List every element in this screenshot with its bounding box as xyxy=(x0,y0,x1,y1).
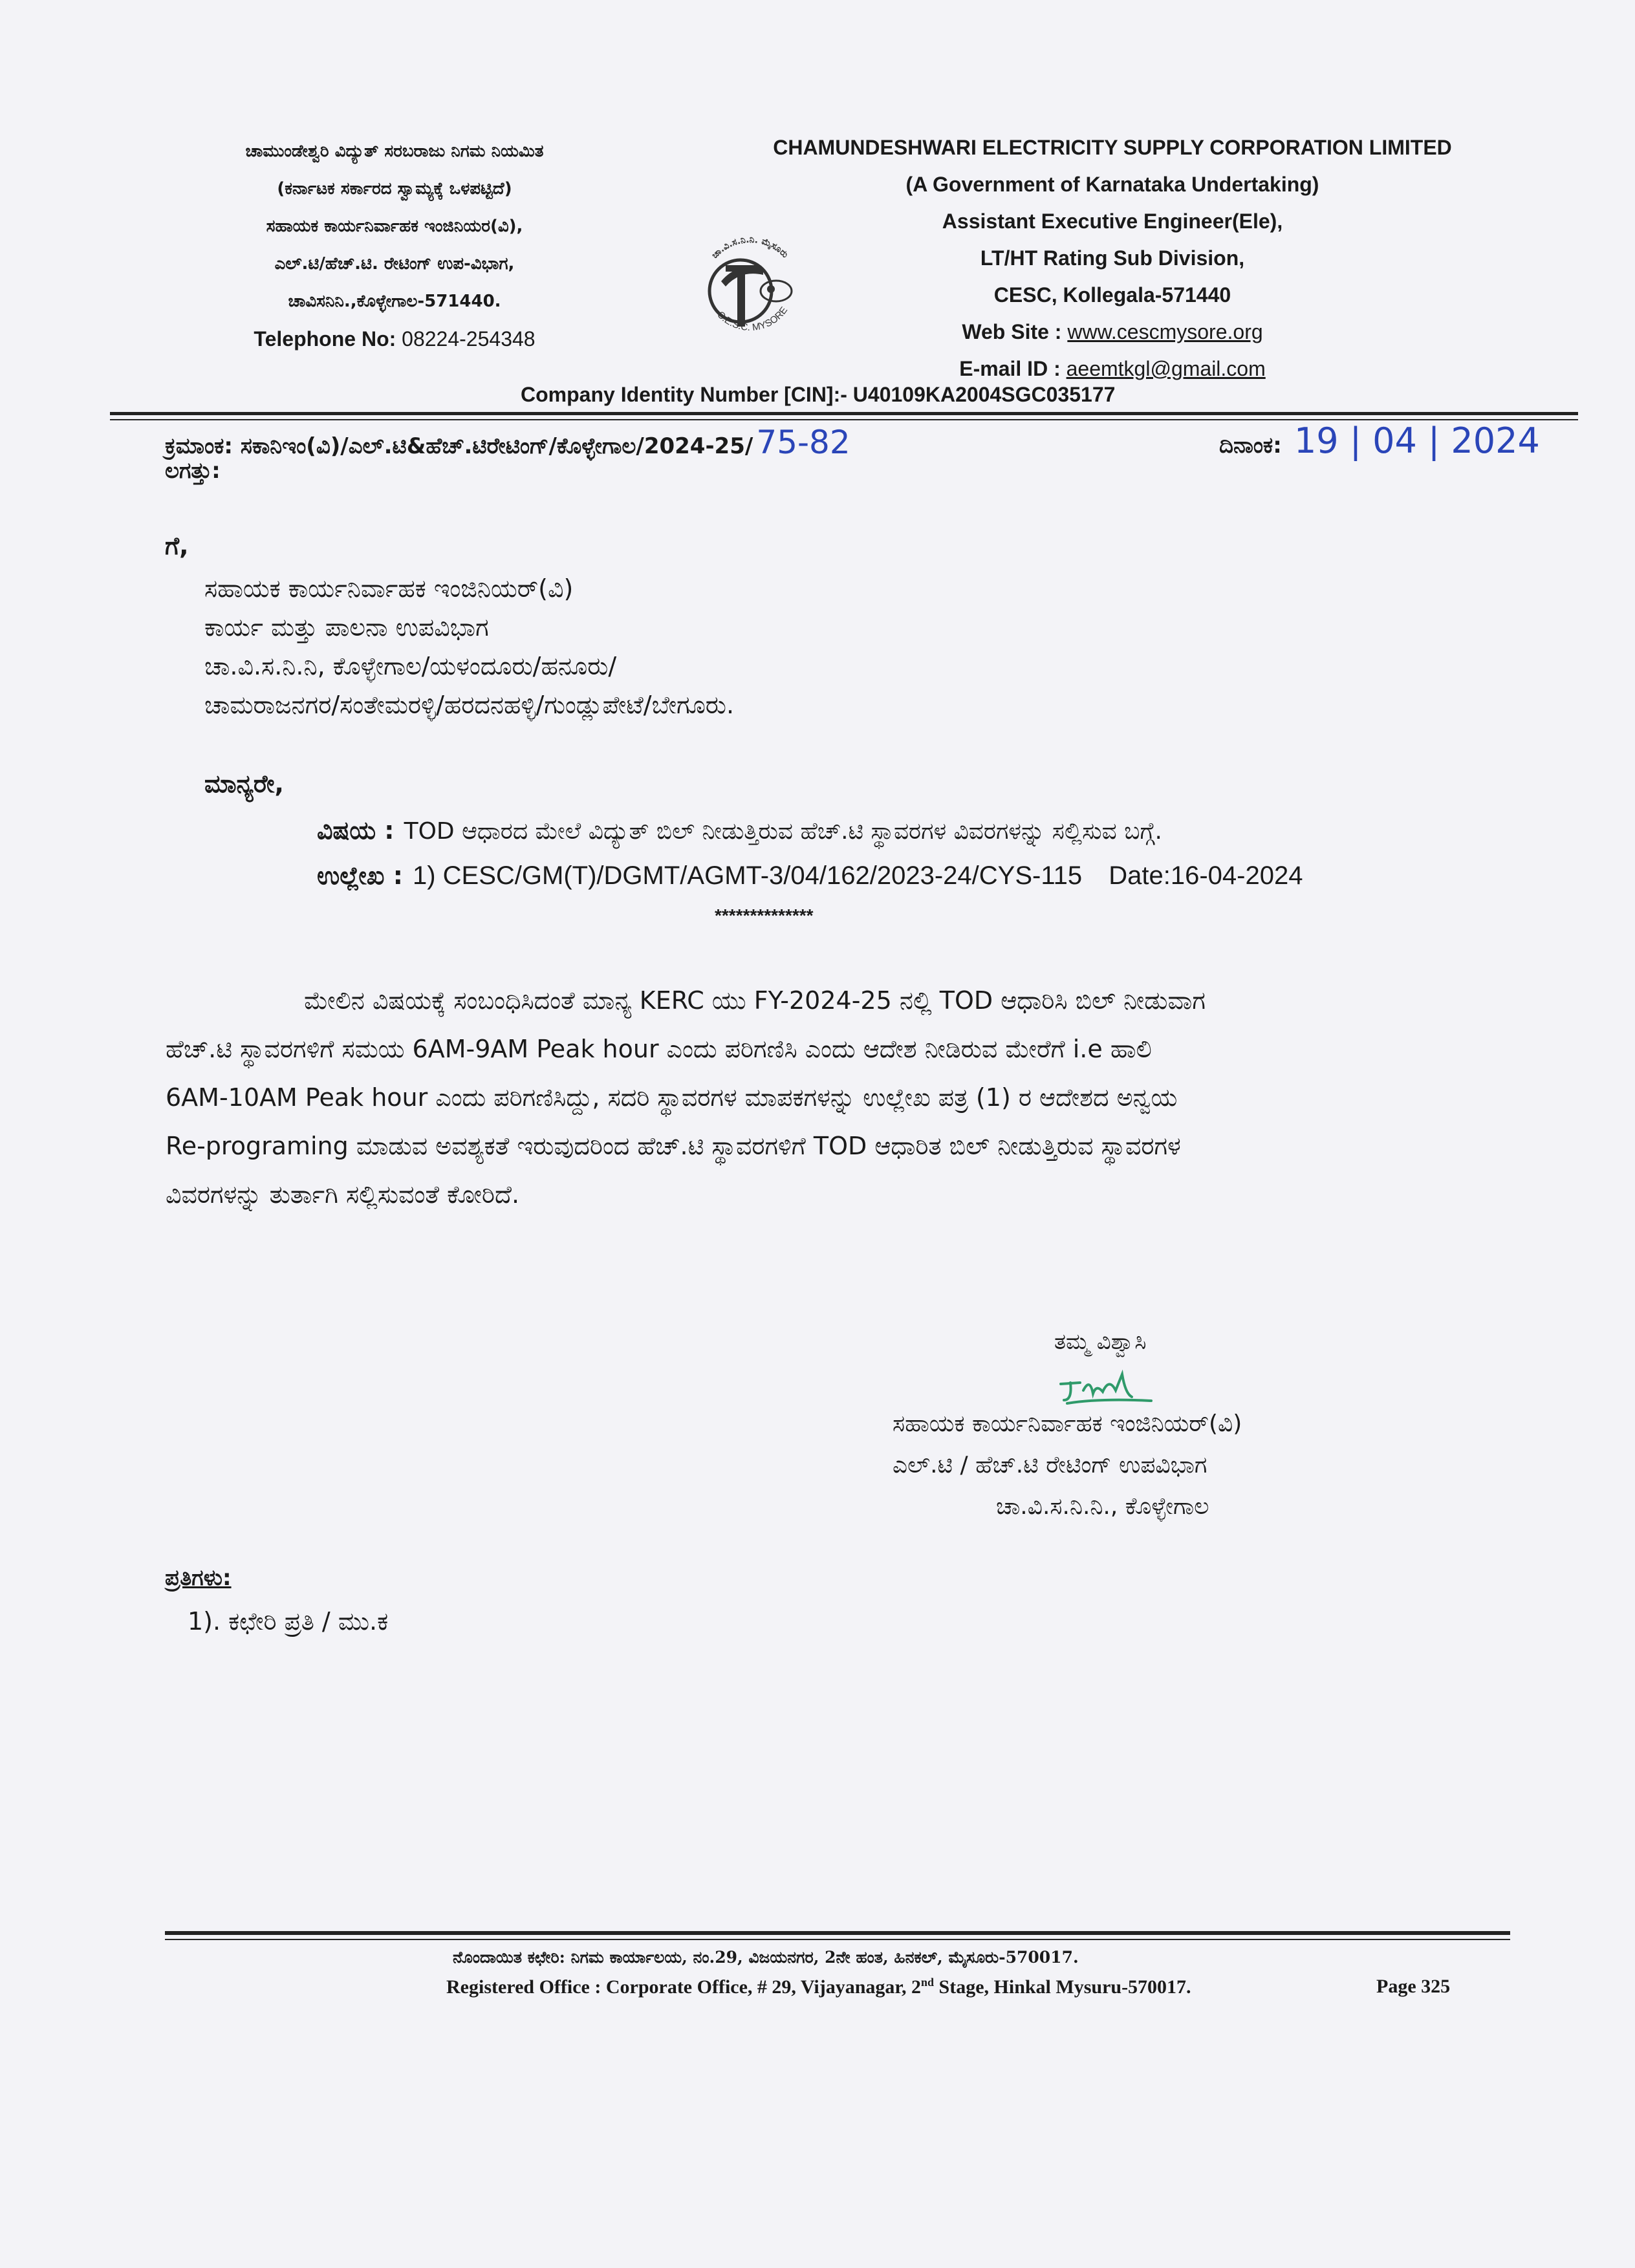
header-kn-line: ಚಾವಿಸನಿನಿ.,ಕೊಳ್ಳೇಗಾಲ-571440. xyxy=(288,292,501,311)
header-kn-line: (ಕರ್ನಾಟಕ ಸರ್ಕಾರದ ಸ್ವಾಮ್ಯಕ್ಕೆ ಒಳಪಟ್ಟಿದೆ) xyxy=(277,179,512,199)
reference-number xyxy=(165,424,850,461)
copies-label: ಪ್ರತಿಗಳು: xyxy=(165,1565,232,1591)
body-line: 6AM-10AM Peak hour ಎಂದು ಪರಿಗಣಿಸಿದ್ದು, ಸದರಿ ಸ್ಥಾವರಗಳ ಮಾಪಕಗಳನ್ನು ಉಲ್ಲೇಖ ಪತ್ರ (1) ರ ಆದೇಶದ ಅನ್ವಯ xyxy=(166,1083,1178,1112)
header-en-line: CESC, Kollegala-571440 xyxy=(993,283,1231,307)
salutation: ಮಾನ್ಯರೇ, xyxy=(204,770,284,798)
footer-en-suffix: Stage, Hinkal Mysuru-570017. xyxy=(934,1976,1191,1998)
header-right xyxy=(750,129,1475,387)
subject-label: ವಿಷಯ : xyxy=(317,816,395,845)
email-label: E-mail ID : xyxy=(959,357,1061,380)
addressee-line: ಚಾಮರಾಜನಗರ/ಸಂತೇಮರಳ್ಳಿ/ಹರದನಹಳ್ಳಿ/ಗುಂಡ್ಲುಪೇಟೆ/ಬೇಗೂರು. xyxy=(204,691,735,719)
header-en-line: CHAMUNDESHWARI ELECTRICITY SUPPLY CORPORATION LIMITED xyxy=(773,136,1452,159)
footer-en-prefix: Registered Office : Corporate Office, # 29, Vijayanagar, 2 xyxy=(446,1976,921,1998)
separator-stars: ************** xyxy=(715,905,814,925)
website-label: Web Site : xyxy=(962,320,1062,343)
footer-en-sup: nd xyxy=(921,1976,935,1989)
addressee-line: ಚಾ.ವಿ.ಸ.ನಿ.ನಿ, ಕೊಳ್ಳೇಗಾಲ/ಯಳಂದೂರು/ಹನೂರು/ xyxy=(204,652,617,680)
addressee-line: ಕಾರ್ಯ ಮತ್ತು ಪಾಲನಾ ಉಪವಿಭಾಗ xyxy=(204,613,489,642)
signature-line: ಸಹಾಯಕ ಕಾರ್ಯನಿರ್ವಾಹಕ ಇಂಜಿನಿಯರ್(ವಿ) xyxy=(893,1410,1242,1437)
subject-text: TOD ಆಧಾರದ ಮೇಲೆ ವಿದ್ಯುತ್ ಬಿಲ್ ನೀಡುತ್ತಿರುವ ಹೆಚ್.ಟಿ ಸ್ಥಾವರಗಳ ವಿವರಗಳನ್ನು ಸಲ್ಲಿಸುವ ಬಗ್ಗೆ. xyxy=(404,818,1162,845)
body-line: Re-programing ಮಾಡುವ ಅವಶ್ಯಕತೆ ಇರುವುದರಿಂದ ಹೆಚ್.ಟಿ ಸ್ಥಾವರಗಳಿಗೆ TOD ಆಧಾರಿತ ಬಿಲ್ ನೀಡುತ್ತಿರುವ ಸ್ಥಾವರಗಳ xyxy=(166,1132,1181,1160)
telephone-value: 08224-254348 xyxy=(402,327,536,351)
addressee-block xyxy=(204,569,734,724)
page-number: Page 325 xyxy=(1376,1976,1451,1997)
header-en-line: Assistant Executive Engineer(Ele), xyxy=(942,210,1283,233)
date-handwritten: 19 | 04 | 2024 xyxy=(1294,420,1540,461)
header-kn-line: ಚಾಮುಂಡೇಶ್ವರಿ ವಿದ್ಯುತ್ ಸರಬರಾಜು ನಿಗಮ ನಿಯಮಿತ xyxy=(245,142,544,161)
addressee-to: ಗೆ, xyxy=(165,532,189,560)
ref-label: ಉಲ್ಲೇಖ : xyxy=(317,861,403,890)
body-line: ಹೆಚ್.ಟಿ ಸ್ಥಾವರಗಳಿಗೆ ಸಮಯ 6AM-9AM Peak hour ಎಂದು ಪರಿಗಣಿಸಿ ಎಂದು ಆದೇಶ ನೀಡಿರುವ ಮೇರೆಗೆ i.e ಹಾಲಿ xyxy=(166,1035,1152,1063)
ref-text: 1) CESC/GM(T)/DGMT/AGMT-3/04/162/2023-24/CYS-115 xyxy=(412,861,1083,890)
reference-cited-line xyxy=(317,861,1303,891)
email-line xyxy=(750,351,1475,387)
ref-date: Date:16-04-2024 xyxy=(1109,861,1303,890)
footer-rule-bottom xyxy=(165,1939,1510,1940)
addressee-line: ಸಹಾಯಕ ಕಾರ್ಯನಿರ್ವಾಹಕ ಇಂಜಿನಿಯರ್(ವಿ) xyxy=(204,574,574,603)
website-line xyxy=(750,314,1475,351)
copies-item: 1). ಕಛೇರಿ ಪ್ರತಿ / ಮು.ಕ xyxy=(188,1607,389,1636)
subject-line xyxy=(317,816,1162,845)
footer-en xyxy=(446,1976,1191,1998)
signature-line: ಎಲ್.ಟಿ / ಹೆಚ್.ಟಿ ರೇಟಿಂಗ್ ಉಪವಿಭಾಗ xyxy=(893,1452,1207,1478)
header-kn-line: ಸಹಾಯಕ ಕಾರ್ಯನಿರ್ವಾಹಕ ಇಂಜಿನಿಯರ(ವಿ), xyxy=(266,217,523,236)
logo-top-text: ಚಾ.ವಿ.ಸ.ನಿ.ನಿ. ಮೈಸೂರು xyxy=(709,234,790,261)
telephone-label: Telephone No: xyxy=(254,327,396,351)
reference-number-printed: ಕ್ರಮಾಂಕ: ಸಕಾನಿಇಂ(ವಿ)/ಎಲ್.ಟಿ&ಹೆಚ್.ಟಿರೇಟಿಂಗ್/ಕೊಳ್ಳೇಗಾಲ/2024-25/ xyxy=(165,433,753,459)
header-left xyxy=(162,133,627,358)
reference-date xyxy=(1219,420,1540,461)
header-en-line: (A Government of Karnataka Undertaking) xyxy=(905,173,1319,196)
header-rule-top xyxy=(110,412,1578,415)
body-line: ಮೇಲಿನ ವಿಷಯಕ್ಕೆ ಸಂಬಂಧಿಸಿದಂತೆ ಮಾನ್ಯ KERC ಯು FY-2024-25 ನಲ್ಲಿ TOD ಆಧಾರಿಸಿ ಬಿಲ್ ನೀಡುವಾಗ xyxy=(304,986,1206,1015)
header-en-line: LT/HT Rating Sub Division, xyxy=(980,246,1245,270)
email-link[interactable]: aeemtkgl@gmail.com xyxy=(1066,357,1266,380)
signature-line: ಚಾ.ವಿ.ಸ.ನಿ.ನಿ., ಕೊಳ್ಳೇಗಾಲ xyxy=(996,1493,1209,1520)
cin-line: Company Identity Number [CIN]:- U40109KA2004SGC035177 xyxy=(521,383,1116,406)
date-label: ದಿನಾಂಕ: xyxy=(1219,433,1282,459)
footer-rule-top xyxy=(165,1931,1510,1935)
signature-block xyxy=(893,1403,1410,1528)
telephone-line xyxy=(162,320,627,358)
reference-number-handwritten: 75-82 xyxy=(756,424,850,461)
body-line: ವಿವರಗಳನ್ನು ತುರ್ತಾಗಿ ಸಲ್ಲಿಸುವಂತೆ ಕೋರಿದೆ. xyxy=(166,1180,520,1209)
footer-kn: ನೊಂದಾಯಿತ ಕಛೇರಿ: ನಿಗಮ ಕಾರ್ಯಾಲಯ, ನಂ.29, ವಿಜಯನಗರ, 2ನೇ ಹಂತ, ಹಿನಕಲ್, ಮೈಸೂರು-570017. xyxy=(453,1948,1079,1967)
enclosure-label: ಲಗತ್ತು: xyxy=(165,458,221,484)
header-kn-line: ಎಲ್.ಟಿ/ಹೆಚ್.ಟಿ. ರೇಟಿಂಗ್ ಉಪ-ವಿಭಾಗ, xyxy=(274,254,515,274)
closing: ತಮ್ಮ ವಿಶ್ವಾಸಿ xyxy=(1054,1329,1147,1355)
website-link[interactable]: www.cescmysore.org xyxy=(1067,320,1263,343)
logo-bottom-text: C.E.S.C. MYSORE xyxy=(715,305,790,334)
